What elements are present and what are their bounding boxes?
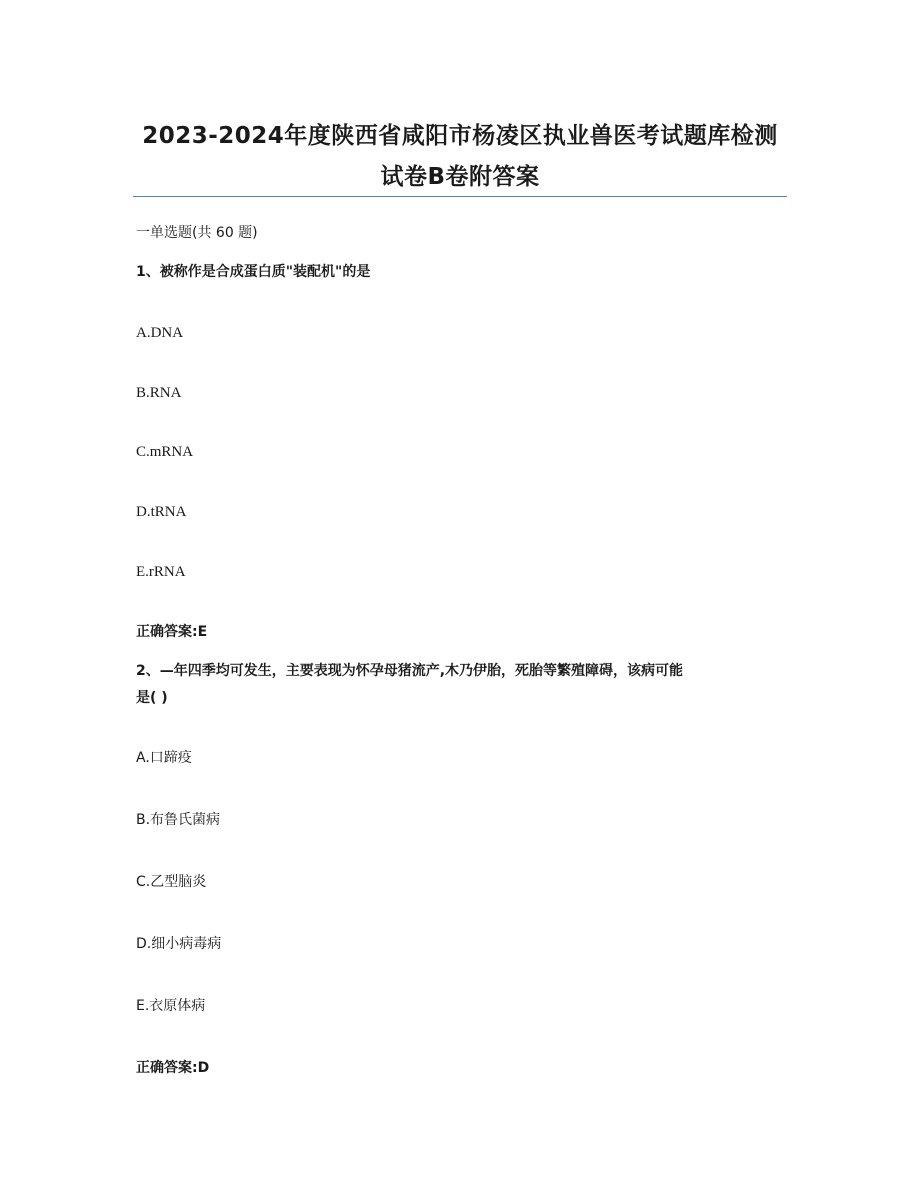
question-2-option-b: B.布鲁氏菌病 — [136, 812, 221, 828]
question-2-stem-line-2: 是( ) — [136, 690, 168, 706]
question-1-option-b: B.RNA — [136, 385, 182, 401]
question-1-option-c: C.mRNA — [136, 444, 194, 460]
question-1-option-e: E.rRNA — [136, 564, 186, 580]
question-2-stem-line-1: 2、—年四季均可发生，主要表现为怀孕母猪流产,木乃伊胎，死胎等繁殖障碍，该病可能 — [136, 663, 684, 679]
document-title-line-2: 试卷B卷附答案 — [380, 164, 540, 190]
document-title-line-1: 2023-2024年度陕西省咸阳市杨凌区执业兽医考试题库检测 — [142, 123, 778, 149]
question-1-stem: 1、被称作是合成蛋白质"装配机"的是 — [136, 264, 371, 280]
question-1-answer: 正确答案:E — [136, 624, 208, 640]
title-divider — [133, 196, 787, 197]
question-2-answer: 正确答案:D — [136, 1060, 210, 1076]
question-1-option-d: D.tRNA — [136, 504, 187, 520]
question-1-option-a: A.DNA — [136, 325, 184, 341]
question-2-option-d: D.细小病毒病 — [136, 936, 222, 952]
question-2-option-a: A.口蹄疫 — [136, 750, 192, 766]
question-2-option-e: E.衣原体病 — [136, 998, 206, 1014]
question-2-option-c: C.乙型脑炎 — [136, 874, 207, 890]
section-heading: 一单选题(共 60 题) — [136, 225, 258, 241]
